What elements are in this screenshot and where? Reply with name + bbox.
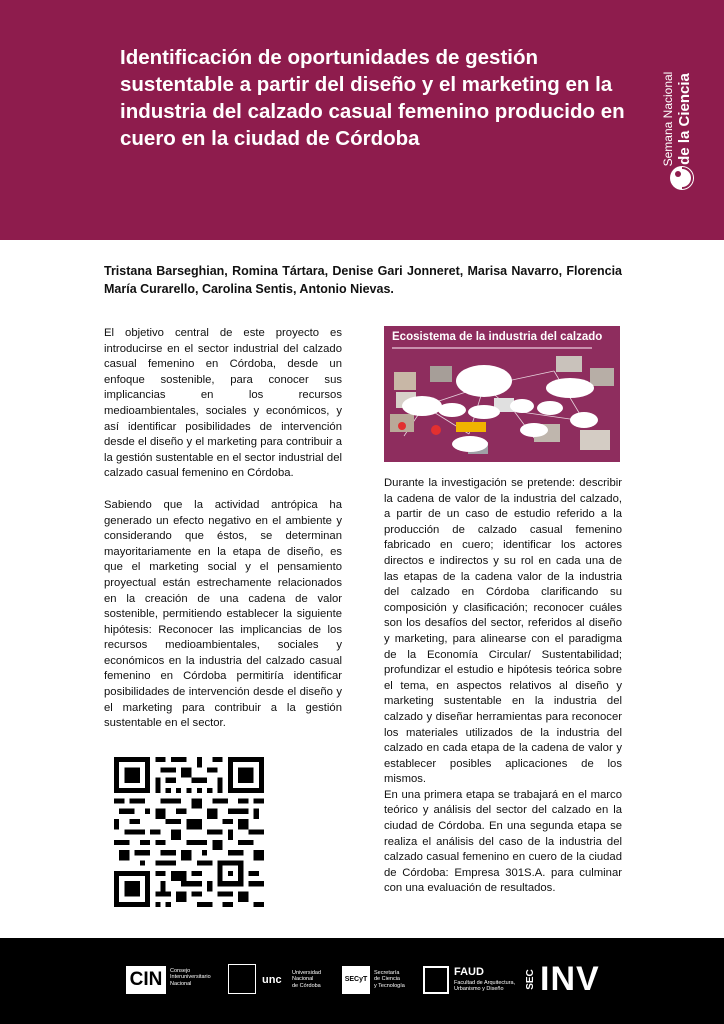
secyt-caption-line2: de Ciencia [374,976,400,983]
hypothesis-paragraph: Sabiendo que la actividad antrópica ha generado un efecto negativo en el ambiente y considerando que éstos, se determinan mayoritariamente en la etapa de diseño, es que el marketing social y el pensamiento proyectual están estrechamente relacionados en la creación de una cadena de valor sostenible, permitiendo establecer la siguiente hipótesis: Reconocer las implicancias de los recursos medioambientales, sociales y económicos en la industria del calzado casual femenino en Córdoba permitiría identificar posibilidades de intervención desde el diseño y el marketing para contribuir a la gestión sustentable en el sector. [104,498,342,730]
brand-line1: Semana Nacional [661,71,675,167]
left-column [104,326,342,748]
inv-mark: INV [540,960,600,998]
cin-caption-line3: Nacional [170,980,192,987]
authors-line: Tristana Barseghian, Romina Tártara, Denise Gari Jonneret, Marisa Navarro, Florencia María Curarello, Carolina Sentis, Antonio Nievas. [104,264,622,296]
secyt-caption-line1: Secretaría [374,970,400,976]
secyt-caption-line3: y Tecnología [374,982,405,989]
objective-paragraph: El objetivo central de este proyecto es introducirse en el sector industrial del calzado casual femenino en Córdoba, desde un enfoque sostenible, para conocer sus implicancias en los recursos medioambientales, sociales y económicos, y así identificar posibilidades de intervención desde el diseño y el marketing para contribuir a la gestión sustentable en el sector industrial del calzado casual femenino en Córdoba. [104,327,342,480]
semana-ciencia-brand [660,46,706,196]
cin-caption-line1: Consejo [170,968,191,974]
ecosystem-figure [384,326,620,462]
header-banner [0,0,724,240]
unc-seal-icon [228,964,256,994]
faud-mark: FAUD [454,966,484,978]
objectives-paragraph: Durante la investigación se pretende: describir la cadena de valor de la industria del calzado, a partir de un caso de estudio referido a la producción de calzado casual femenino fabricado en cuero; identificar los actores directos e indirectos y su rol en cada una de las etapas de la cadena valor de la industria del calzado en Córdoba clarificando su composición y clasificación; reconocer cuáles son los desafíos del sector, referidos al diseño y marketing, para alinearse con el paradigma de la Economía Circular/ Sustentabilidad; profundizar el estudio e hipótesis teórica sobre el tema, en aspectos relativos al diseño y marketing sustentable en la industria del calzado y diseñar herramientas para reconocer los materiales utilizados de la industria del calzado en cada etapa de la cadena de valor y establecer posibles aplicaciones de los mismos. [384,477,622,786]
faud-logo-icon [423,966,449,994]
unc-caption [292,970,321,989]
stages-paragraph: En una primera etapa se trabajará en el marco teórico y análisis del sector del calzado en la ciudad de Córdoba. En una segunda etapa se realiza el análisis del caso de la industria del calzado casual femenino en cuero de la ciudad de Córdoba: Empresa 301S.A. para culminar con una evaluación de resultados. [384,788,622,895]
faud-caption-line1: Facultad de Arquitectura, [454,980,516,986]
sec-mark: SEC [524,969,536,990]
cin-caption-line2: Interuniversitario [170,974,211,981]
secyt-logo: SECyT [342,966,370,994]
cin-logo: CIN [126,966,166,994]
right-column [384,476,622,897]
brand-logo-icon [668,164,696,192]
qr-code-icon [114,757,264,907]
faud-caption-line2: Urbanismo y Diseño [454,986,504,993]
figure-title: Ecosistema de la industria del calzado [392,331,603,343]
brand-line2: de la Ciencia [676,73,693,165]
figure-subtitle-bar [392,347,592,349]
unc-mark: unc [262,974,282,986]
unc-caption-line1: Universidad [292,970,322,976]
unc-caption-line3: de Córdoba [292,982,321,989]
faud-caption [454,980,515,993]
secyt-caption [374,970,405,989]
poster-title: Identificación de oportunidades de gestión sustentable a partir del diseño y el marketing en la industria del calzado casual femenino producido en cuero en la ciudad de Córdoba [120,46,625,150]
unc-caption-line2: Nacional [292,976,314,983]
cin-caption [170,968,211,987]
